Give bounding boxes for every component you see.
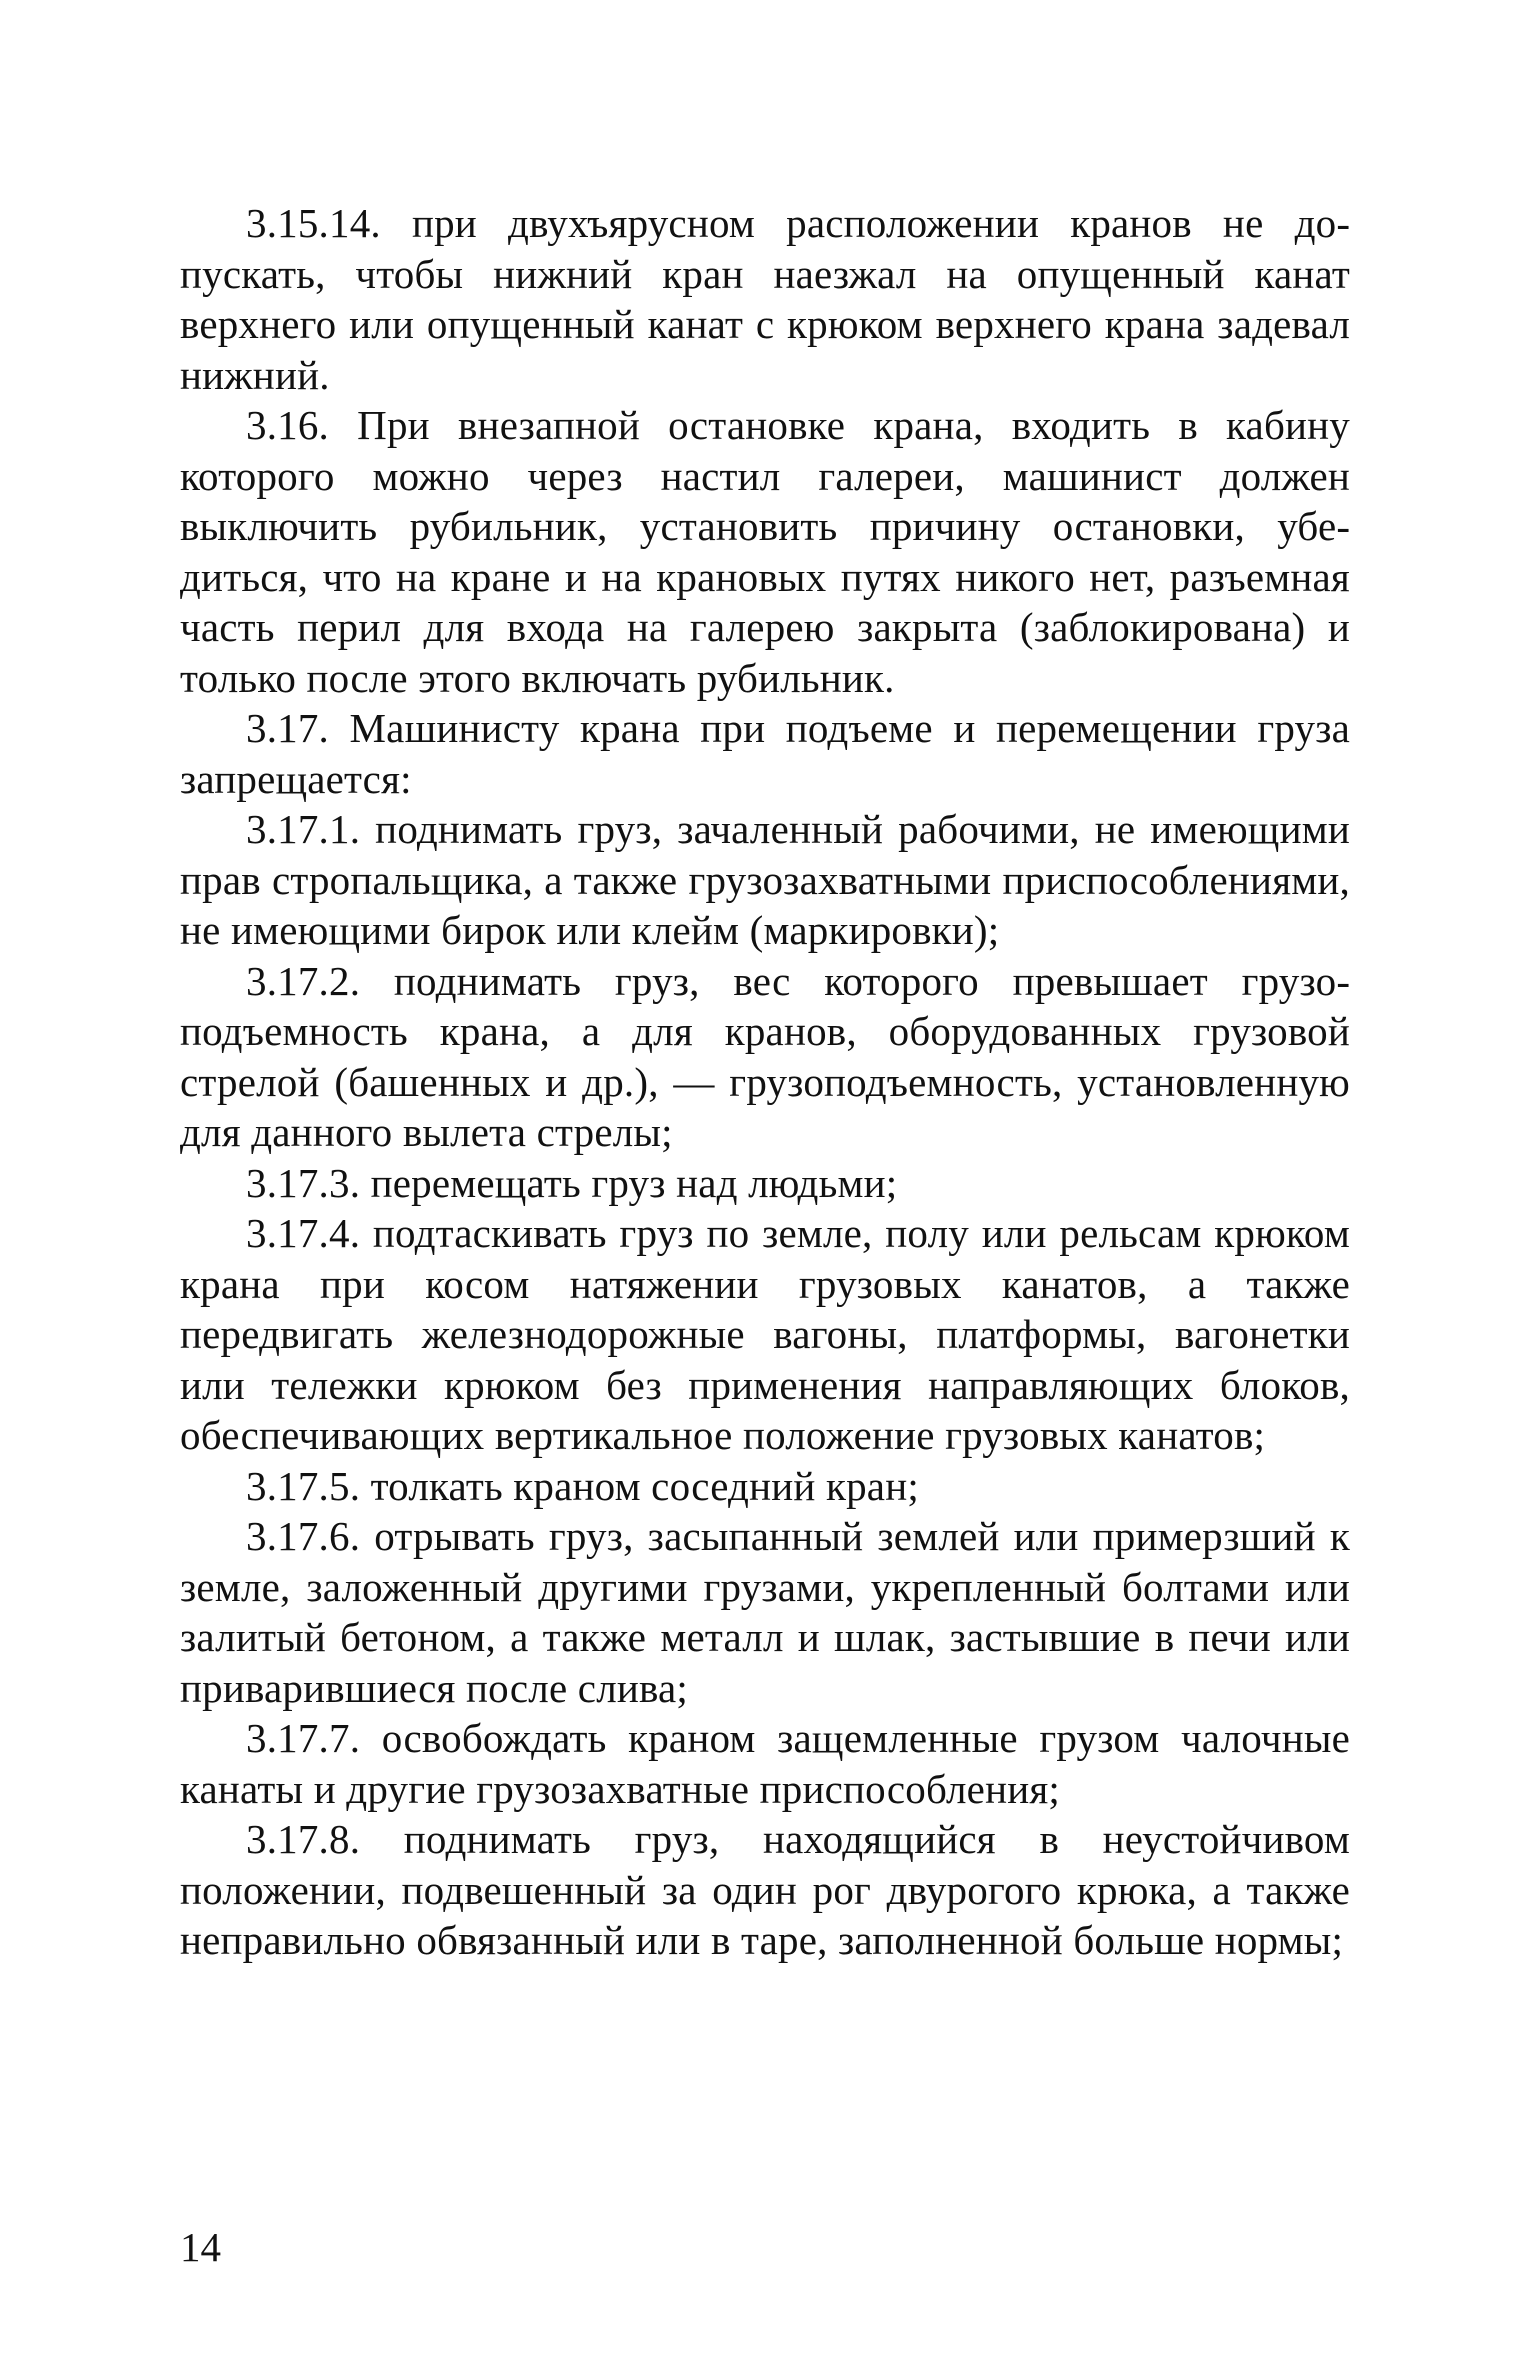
paragraph-3-17-5: 3.17.5. толкать краном соседний кран; — [246, 1462, 919, 1509]
paragraph-3-15-14: 3.15.14. при двухъярусном расположении кранов не допускать, чтобы нижний кран наезжал на опущенный канат верхнего или опущенный канат с крюком верхнего крана задевал нижний. — [180, 200, 1350, 398]
paragraph-3-17-8: 3.17.8. поднимать груз, находящийся в неустойчивом положении, подвешенный за один рог двурогого крюка, а также неправильно обвязанный или в таре, заполненной больше нормы; — [180, 1816, 1350, 1963]
paragraph-3-17-6: 3.17.6. отрывать груз, засыпанный землей или примерзший к земле, заложенный другими грузами, укрепленный болтами или залитый бетоном, а также металл и шлак, застывшие в печи или приварившиеся после слива; — [180, 1513, 1350, 1711]
page-number: 14 — [180, 2224, 221, 2270]
paragraph-3-17-3: 3.17.3. перемещать груз над людьми; — [246, 1159, 898, 1206]
body-text — [180, 198, 1350, 1966]
paragraph-3-17-4: 3.17.4. подтаскивать груз по земле, полу или рельсам крюком крана при косом натяжении грузовых канатов, а также передвигать железнодорожные вагоны, платформы, вагонетки или тележки крюком без применения направляющих блоков, обеспечивающих вертикальное положение грузовых канатов; — [180, 1210, 1350, 1458]
paragraph-3-17: 3.17. Машинисту крана при подъеме и перемещении груза запрещается: — [180, 705, 1350, 802]
paragraph-3-17-1: 3.17.1. поднимать груз, зачаленный рабочими, не имеющими прав стропальщика, а также грузозахватными приспособлениями, не имеющими бирок или клейм (маркировки); — [180, 806, 1350, 953]
paragraph-3-17-7: 3.17.7. освобождать краном защемленные грузом чалочные канаты и другие грузозахватные приспособления; — [180, 1715, 1350, 1812]
paragraph-3-16: 3.16. При внезапной остановке крана, входить в кабину которого можно через настил галереи, машинист должен выключить рубильник, установить причину остановки, убедиться, что на кране и на крановых путях никого нет, разъемная часть перил для входа на галерею закрыта (заблокирована) и только после этого включать рубильник. — [180, 402, 1350, 701]
paragraph-3-17-2: 3.17.2. поднимать груз, вес которого превышает грузоподъемность крана, а для кранов, оборудованных грузовой стрелой (башенных и др.), — грузоподъемность, установленную для данного вылета стрелы; — [180, 957, 1350, 1155]
